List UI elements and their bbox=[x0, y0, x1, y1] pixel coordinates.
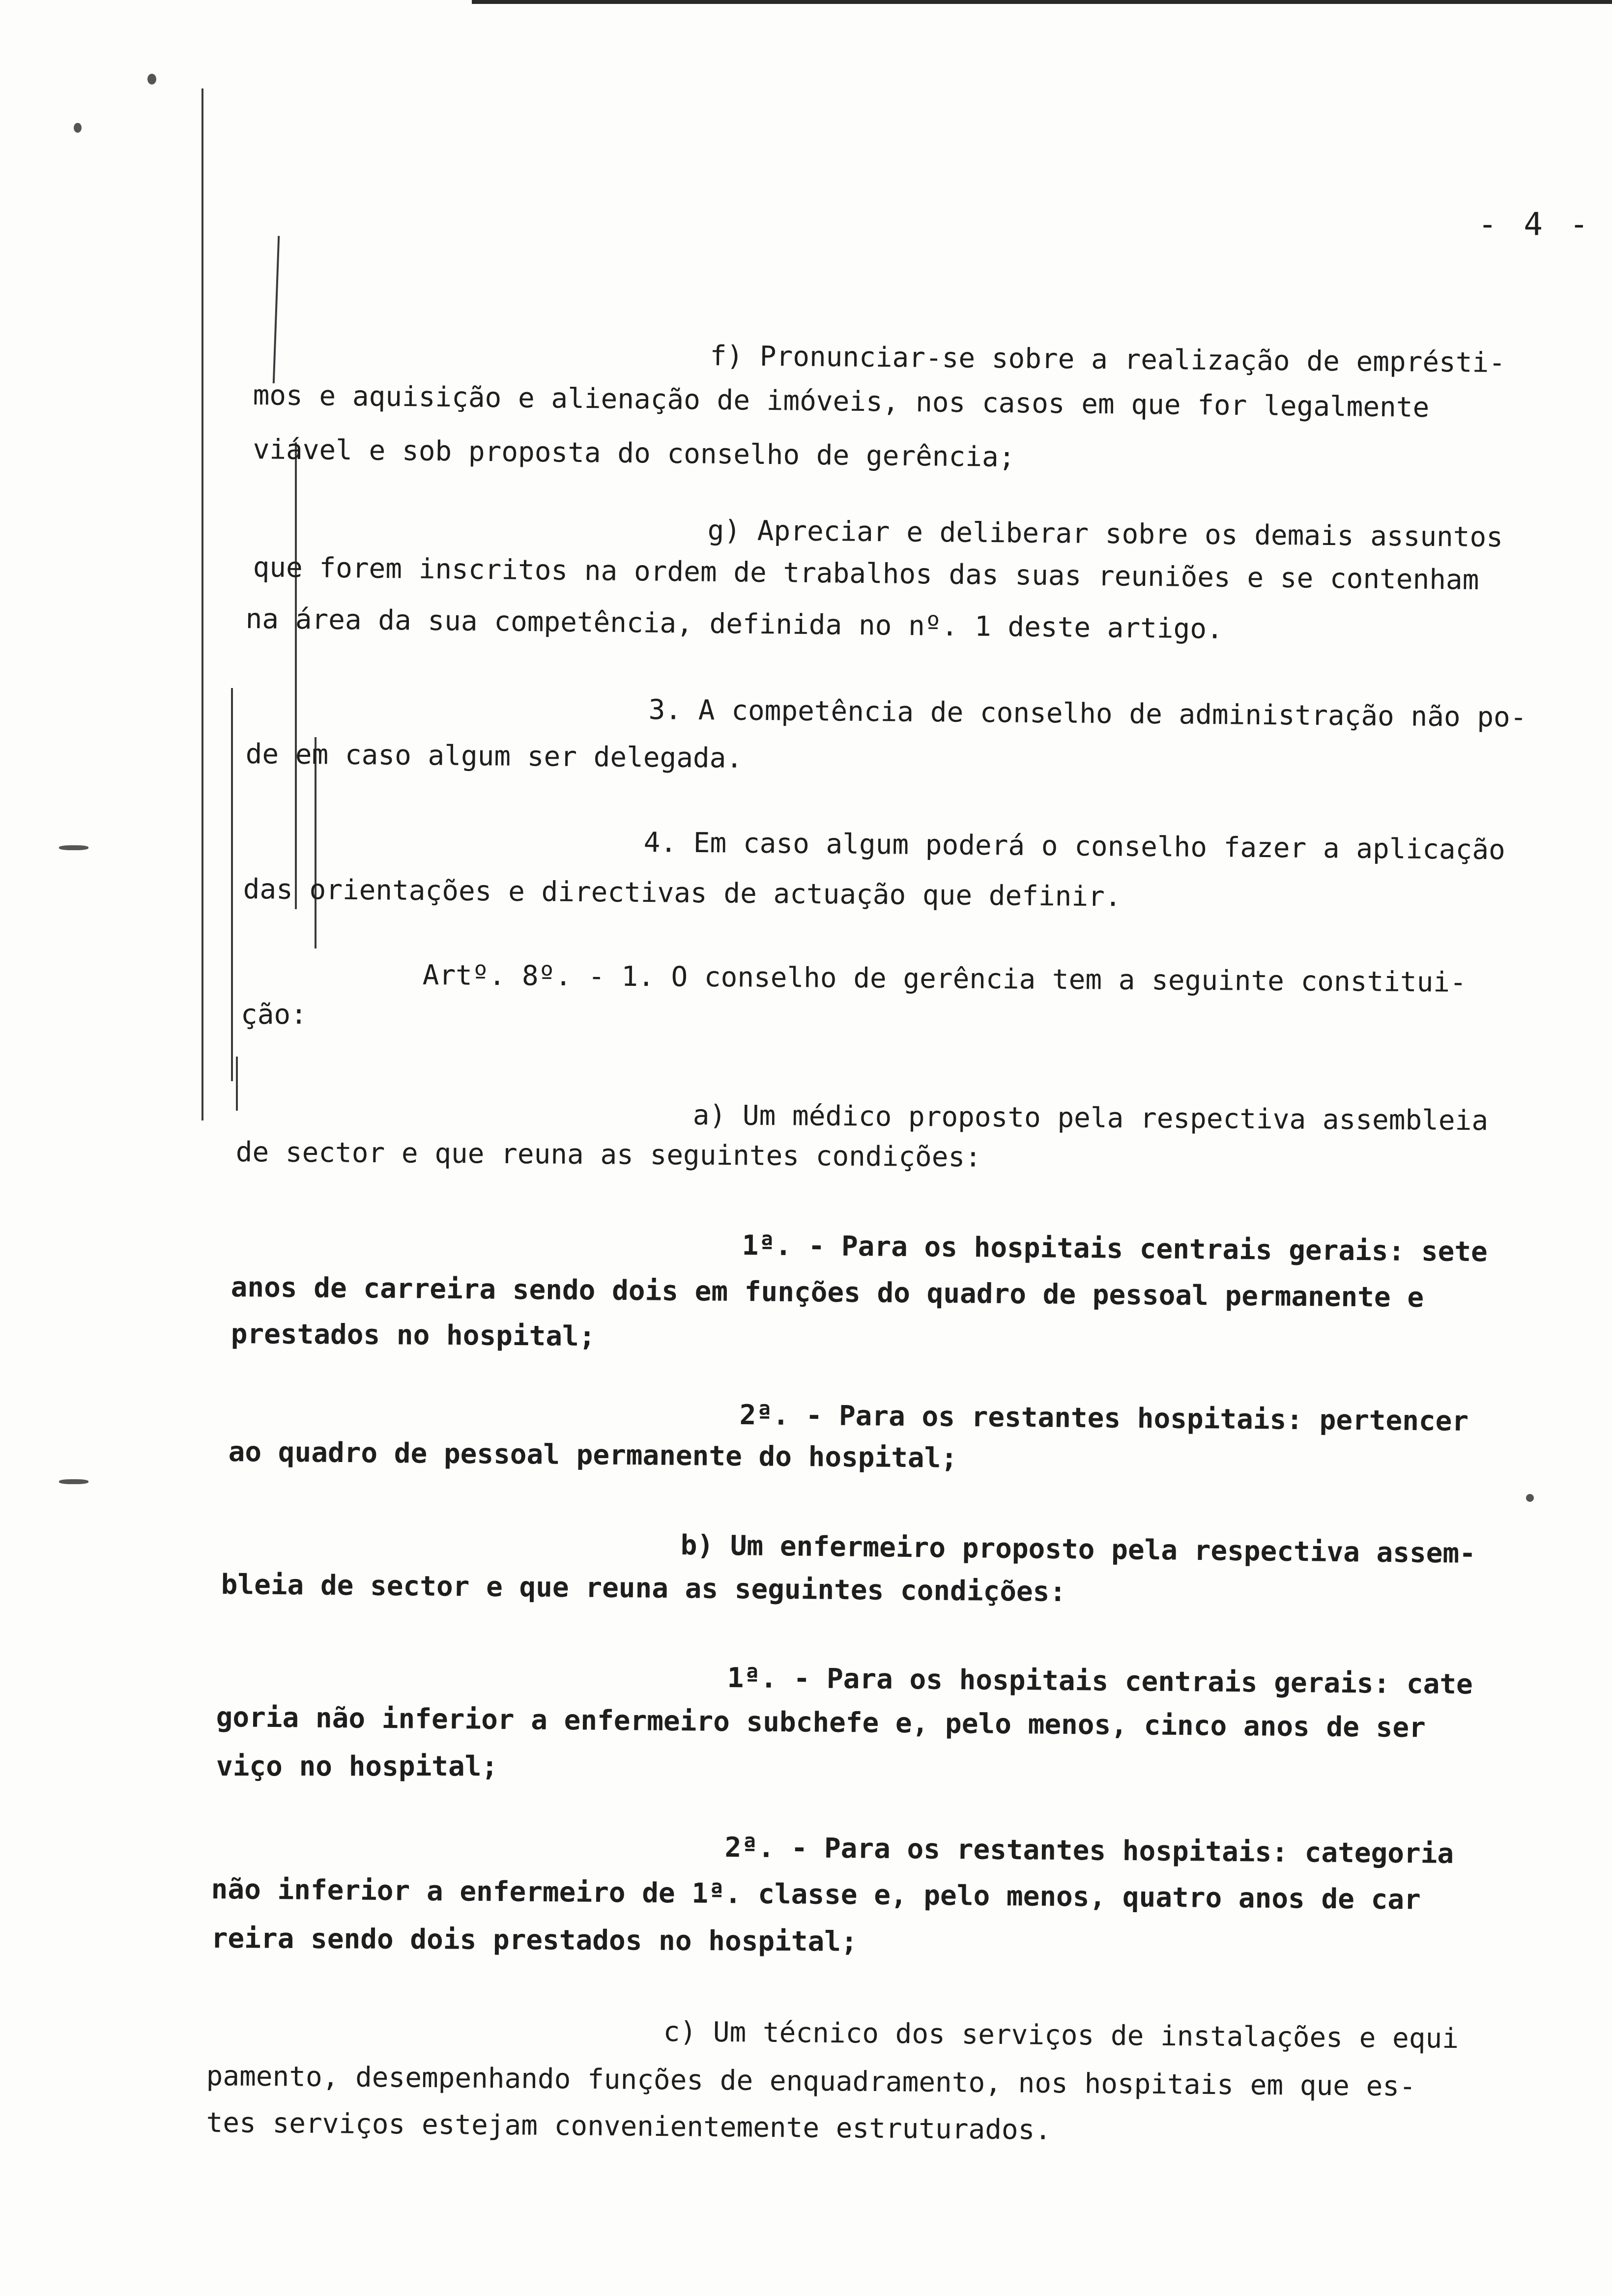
item-b1-line: goria não inferior a enfermeiro subchefe e, pelo menos, cinco anos de ser bbox=[216, 1701, 1426, 1744]
scan-speck bbox=[1526, 1494, 1534, 1502]
paragraph-3-line: 3. A competência de conselho de administração não po- bbox=[648, 693, 1527, 734]
item-b-line: bleia de sector e que reuna as seguintes condições: bbox=[221, 1569, 1066, 1608]
margin-line bbox=[231, 688, 233, 1081]
scan-speck bbox=[74, 123, 82, 133]
page-number: - 4 - bbox=[1478, 206, 1592, 243]
paragraph-f-line: f) Pronunciar-se sobre a realização de emprésti- bbox=[710, 340, 1506, 379]
item-a-line: a) Um médico proposto pela respectiva assembleia bbox=[692, 1099, 1489, 1137]
item-b2-line: reira sendo dois prestados no hospital; bbox=[211, 1923, 858, 1958]
paragraph-4-line: 4. Em caso algum poderá o conselho fazer a aplicação bbox=[643, 826, 1506, 866]
paragraph-g-line: g) Apreciar e deliberar sobre os demais assuntos bbox=[707, 514, 1503, 554]
margin-line bbox=[236, 1057, 238, 1111]
margin-line bbox=[295, 442, 297, 909]
item-a1-line: prestados no hospital; bbox=[230, 1318, 596, 1353]
top-rule bbox=[472, 0, 1612, 4]
item-b2-line: não inferior a enfermeiro de 1ª. classe e, pelo menos, quatro anos de car bbox=[211, 1873, 1421, 1916]
item-b1-line: viço no hospital; bbox=[216, 1751, 498, 1782]
item-a-line: de sector e que reuna as seguintes condições: bbox=[235, 1136, 982, 1174]
item-c-line: tes serviços estejam convenientemente estruturados. bbox=[206, 2107, 1052, 2147]
article-8-line: ção: bbox=[241, 999, 307, 1031]
item-c-line: c) Um técnico dos serviços de instalações e equi bbox=[663, 2016, 1459, 2055]
paragraph-f-line: mos e aquisição e alienação de imóveis, nos casos em que for legalmente bbox=[253, 379, 1430, 424]
margin-line bbox=[202, 88, 203, 1120]
item-b-line: b) Um enfermeiro proposto pela respectiva assem- bbox=[680, 1529, 1476, 1570]
scan-speck bbox=[147, 74, 156, 85]
item-c-line: pamento, desempenhando funções de enquadramento, nos hospitais em que es- bbox=[206, 2060, 1416, 2103]
paragraph-f-line: viável e sob proposta do conselho de gerência; bbox=[253, 433, 1015, 474]
scan-speck bbox=[59, 845, 88, 850]
paragraph-3-line: de em caso algum ser delegada. bbox=[245, 738, 743, 775]
item-b1-line: 1ª. - Para os hospitais centrais gerais: cate bbox=[727, 1662, 1473, 1701]
paragraph-g-line: na área da sua competência, definida no nº. 1 deste artigo. bbox=[245, 603, 1224, 645]
article-8-line: Artº. 8º. - 1. O conselho de gerência tem a seguinte constitui- bbox=[422, 959, 1467, 999]
paragraph-g-line: que forem inscritos na ordem de trabalhos das suas reuniões e se contenham bbox=[253, 551, 1479, 597]
item-b2-line: 2ª. - Para os restantes hospitais: categoria bbox=[724, 1832, 1454, 1870]
item-a2-line: ao quadro de pessoal permanente do hospital; bbox=[228, 1436, 958, 1474]
item-a2-line: 2ª. - Para os restantes hospitais: pertencer bbox=[739, 1399, 1469, 1437]
scan-speck bbox=[59, 1479, 88, 1484]
item-a1-line: 1ª. - Para os hospitais centrais gerais: sete bbox=[742, 1230, 1488, 1268]
paragraph-4-line: das orientações e directivas de actuação que definir. bbox=[243, 873, 1122, 913]
margin-line bbox=[273, 236, 280, 383]
item-a1-line: anos de carreira sendo dois em funções do quadro de pessoal permanente e bbox=[230, 1271, 1424, 1314]
